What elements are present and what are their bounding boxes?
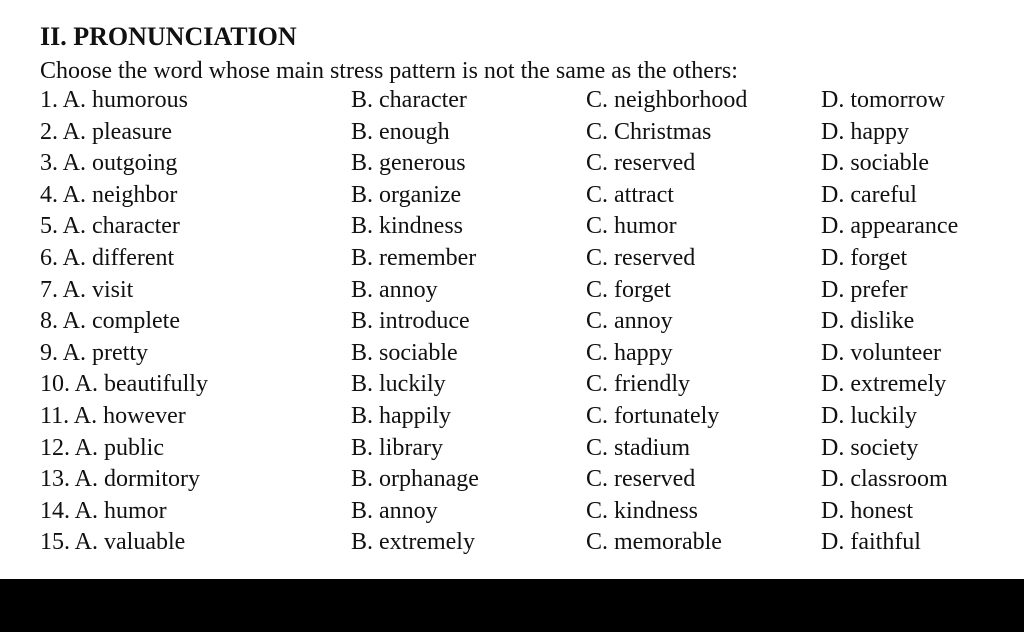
instruction-text: Choose the word whose main stress pattern is not the same as the others:	[40, 58, 738, 84]
option-a: 6. A. different	[40, 244, 175, 271]
option-d: D. luckily	[821, 402, 917, 429]
question-row	[40, 496, 1000, 528]
question-row	[40, 148, 1000, 180]
option-a: 4. A. neighbor	[40, 181, 178, 208]
option-c: C. memorable	[586, 529, 722, 556]
option-c: C. annoy	[586, 308, 673, 335]
question-row	[40, 433, 1000, 465]
option-a: 7. A. visit	[40, 276, 134, 303]
question-row	[40, 180, 1000, 212]
option-c: C. happy	[586, 339, 673, 366]
option-d: D. extremely	[821, 371, 947, 398]
question-row	[40, 527, 1000, 559]
option-c: C. humor	[586, 213, 677, 240]
option-b: B. sociable	[351, 339, 458, 366]
option-a: 9. A. pretty	[40, 339, 148, 366]
option-a: 10. A. beautifully	[40, 371, 208, 398]
option-b: B. orphanage	[351, 466, 479, 493]
option-b: B. remember	[351, 244, 477, 271]
option-a: 12. A. public	[40, 434, 164, 461]
question-row	[40, 401, 1000, 433]
option-d: D. tomorrow	[821, 87, 945, 113]
option-c: C. friendly	[586, 371, 690, 398]
option-b: B. happily	[351, 402, 451, 429]
option-c: C. kindness	[586, 497, 699, 524]
option-d: D. prefer	[821, 276, 908, 303]
option-b: B. annoy	[351, 276, 438, 303]
option-b: B. library	[351, 434, 443, 461]
question-row	[40, 117, 1000, 149]
option-a: 15. A. valuable	[40, 529, 186, 556]
option-b: B. character	[351, 87, 467, 113]
option-c: C. neighborhood	[586, 87, 748, 113]
option-a: 14. A. humor	[40, 497, 167, 524]
option-d: D. honest	[821, 497, 913, 524]
question-row	[40, 211, 1000, 243]
option-a: 1. A. humorous	[40, 87, 189, 113]
option-b: B. luckily	[351, 371, 446, 398]
option-d: D. dislike	[821, 308, 915, 335]
option-d: D. forget	[821, 244, 908, 271]
question-row	[40, 243, 1000, 275]
bottom-black-bar	[0, 579, 1024, 632]
question-row	[40, 464, 1000, 496]
question-row	[40, 338, 1000, 370]
option-c: C. attract	[586, 181, 674, 208]
question-row	[40, 85, 1000, 117]
option-c: C. fortunately	[586, 402, 720, 429]
option-d: D. careful	[821, 181, 917, 208]
option-a: 3. A. outgoing	[40, 150, 178, 177]
option-a: 13. A. dormitory	[40, 466, 200, 493]
option-c: C. stadium	[586, 434, 691, 461]
option-b: B. enough	[351, 118, 450, 145]
option-b: B. annoy	[351, 497, 438, 524]
option-b: B. extremely	[351, 529, 475, 556]
option-d: D. volunteer	[821, 339, 941, 366]
option-b: B. kindness	[351, 213, 464, 240]
option-d: D. happy	[821, 118, 909, 145]
question-row	[40, 306, 1000, 338]
option-a: 5. A. character	[40, 213, 180, 240]
option-c: C. reserved	[586, 466, 696, 493]
option-a: 2. A. pleasure	[40, 118, 172, 145]
option-c: C. reserved	[586, 244, 696, 271]
section-title: II. PRONUNCIATION	[40, 22, 297, 51]
option-b: B. generous	[351, 150, 466, 177]
option-b: B. introduce	[351, 308, 470, 335]
option-d: D. faithful	[821, 529, 921, 556]
option-d: D. classroom	[821, 466, 948, 493]
option-a: 8. A. complete	[40, 308, 180, 335]
question-list	[40, 85, 1000, 559]
question-row	[40, 369, 1000, 401]
option-d: D. sociable	[821, 150, 929, 177]
option-c: C. forget	[586, 276, 671, 303]
option-d: D. appearance	[821, 213, 959, 240]
option-c: C. reserved	[586, 150, 696, 177]
option-d: D. society	[821, 434, 919, 461]
option-b: B. organize	[351, 181, 462, 208]
question-row	[40, 275, 1000, 307]
option-a: 11. A. however	[40, 402, 186, 429]
option-c: C. Christmas	[586, 118, 712, 145]
